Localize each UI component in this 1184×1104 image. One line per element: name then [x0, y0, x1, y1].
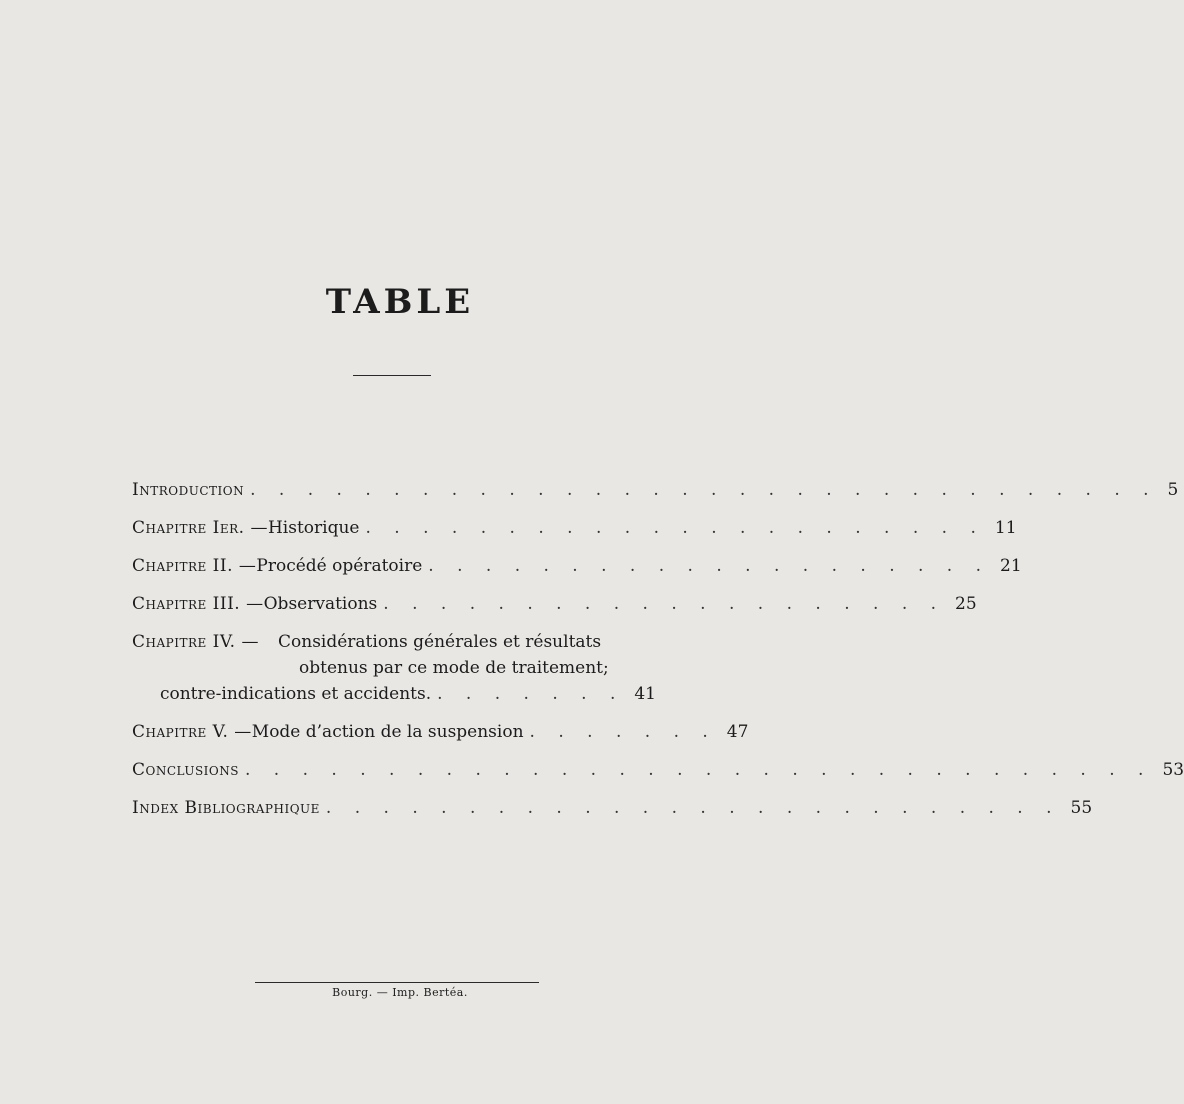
toc-label [132, 594, 264, 614]
toc-page-number: 55 [1070, 798, 1093, 818]
chapter-label: Chapitre Ier. [132, 518, 245, 538]
dot-leader: . . . . . . . . . . . . . . . . . . . . . . . . . . [325, 798, 1061, 818]
dot-leader: . . . . . . . . . . . . . . . . . . . . . . . . . . . . . . . . [250, 480, 1158, 500]
toc-title: Observations [263, 594, 378, 614]
toc-label [132, 518, 268, 538]
dash-separator: — [250, 518, 268, 538]
dot-leader: . . . . . . . . . . . . . . . . . . . . . . . . . . . . . . . . [244, 760, 1153, 780]
printer-imprint: Bourg. — Imp. Bertéa. [332, 986, 468, 999]
toc-entry-introduction[interactable] [132, 480, 1179, 510]
footer-divider [255, 982, 539, 983]
toc-page-number: 47 [726, 722, 749, 742]
dash-separator: — [234, 722, 252, 742]
toc-page-number: 25 [955, 594, 977, 614]
toc-title: Procédé opératoire [256, 556, 423, 576]
toc-label: Conclusions [132, 760, 239, 780]
toc-label [132, 722, 252, 742]
dash-separator: — [238, 556, 257, 576]
toc-title-line-3: contre-indications et accidents. [159, 684, 432, 704]
toc-label: Introduction [132, 480, 245, 500]
toc-title: Historique [267, 518, 360, 538]
title-divider [353, 375, 431, 376]
chapter-label: Chapitre IV. [132, 632, 236, 652]
toc-entry-chapter-5[interactable] [132, 722, 749, 752]
toc-label [132, 556, 256, 576]
dot-leader: . . . . . . . [437, 684, 625, 704]
toc-label: Index Bibliographique [132, 798, 320, 818]
dot-leader: . . . . . . . . . . . . . . . . . . . . [428, 556, 991, 576]
chapter-label: Chapitre III. [132, 594, 241, 614]
toc-page-number: 21 [1000, 556, 1022, 576]
chapter-label: Chapitre II. [132, 556, 233, 576]
dot-leader: . . . . . . . . . . . . . . . . . . . . [383, 594, 946, 614]
toc-entry-chapter-2[interactable] [132, 556, 1022, 586]
toc-entry-chapter-1[interactable] [132, 518, 1017, 548]
chapter-label: Chapitre V. [132, 722, 229, 742]
toc-title-line-2: obtenus par ce mode de traitement; [299, 658, 609, 678]
dash-separator: — [241, 632, 259, 652]
page-title: TABLE [325, 282, 475, 322]
toc-entry-index[interactable] [132, 798, 1093, 828]
toc-title: Mode d’action de la suspension [251, 722, 524, 742]
toc-entry-chapter-3[interactable] [132, 594, 977, 624]
toc-page-number: 5 [1167, 480, 1179, 500]
toc-entry-chapter-4-end [132, 684, 656, 714]
toc-page-number: 53 [1162, 760, 1184, 780]
dot-leader: . . . . . . . . . . . . . . . . . . . . . . [365, 518, 985, 538]
toc-page-number: 41 [634, 684, 656, 704]
dot-leader: . . . . . . . [529, 722, 717, 742]
toc-label [132, 632, 278, 652]
toc-entry-conclusions[interactable] [132, 760, 1184, 790]
toc-title-line-1: Considérations générales et résultats [278, 632, 602, 652]
dash-separator: — [246, 594, 264, 614]
toc-page-number: 11 [994, 518, 1017, 538]
